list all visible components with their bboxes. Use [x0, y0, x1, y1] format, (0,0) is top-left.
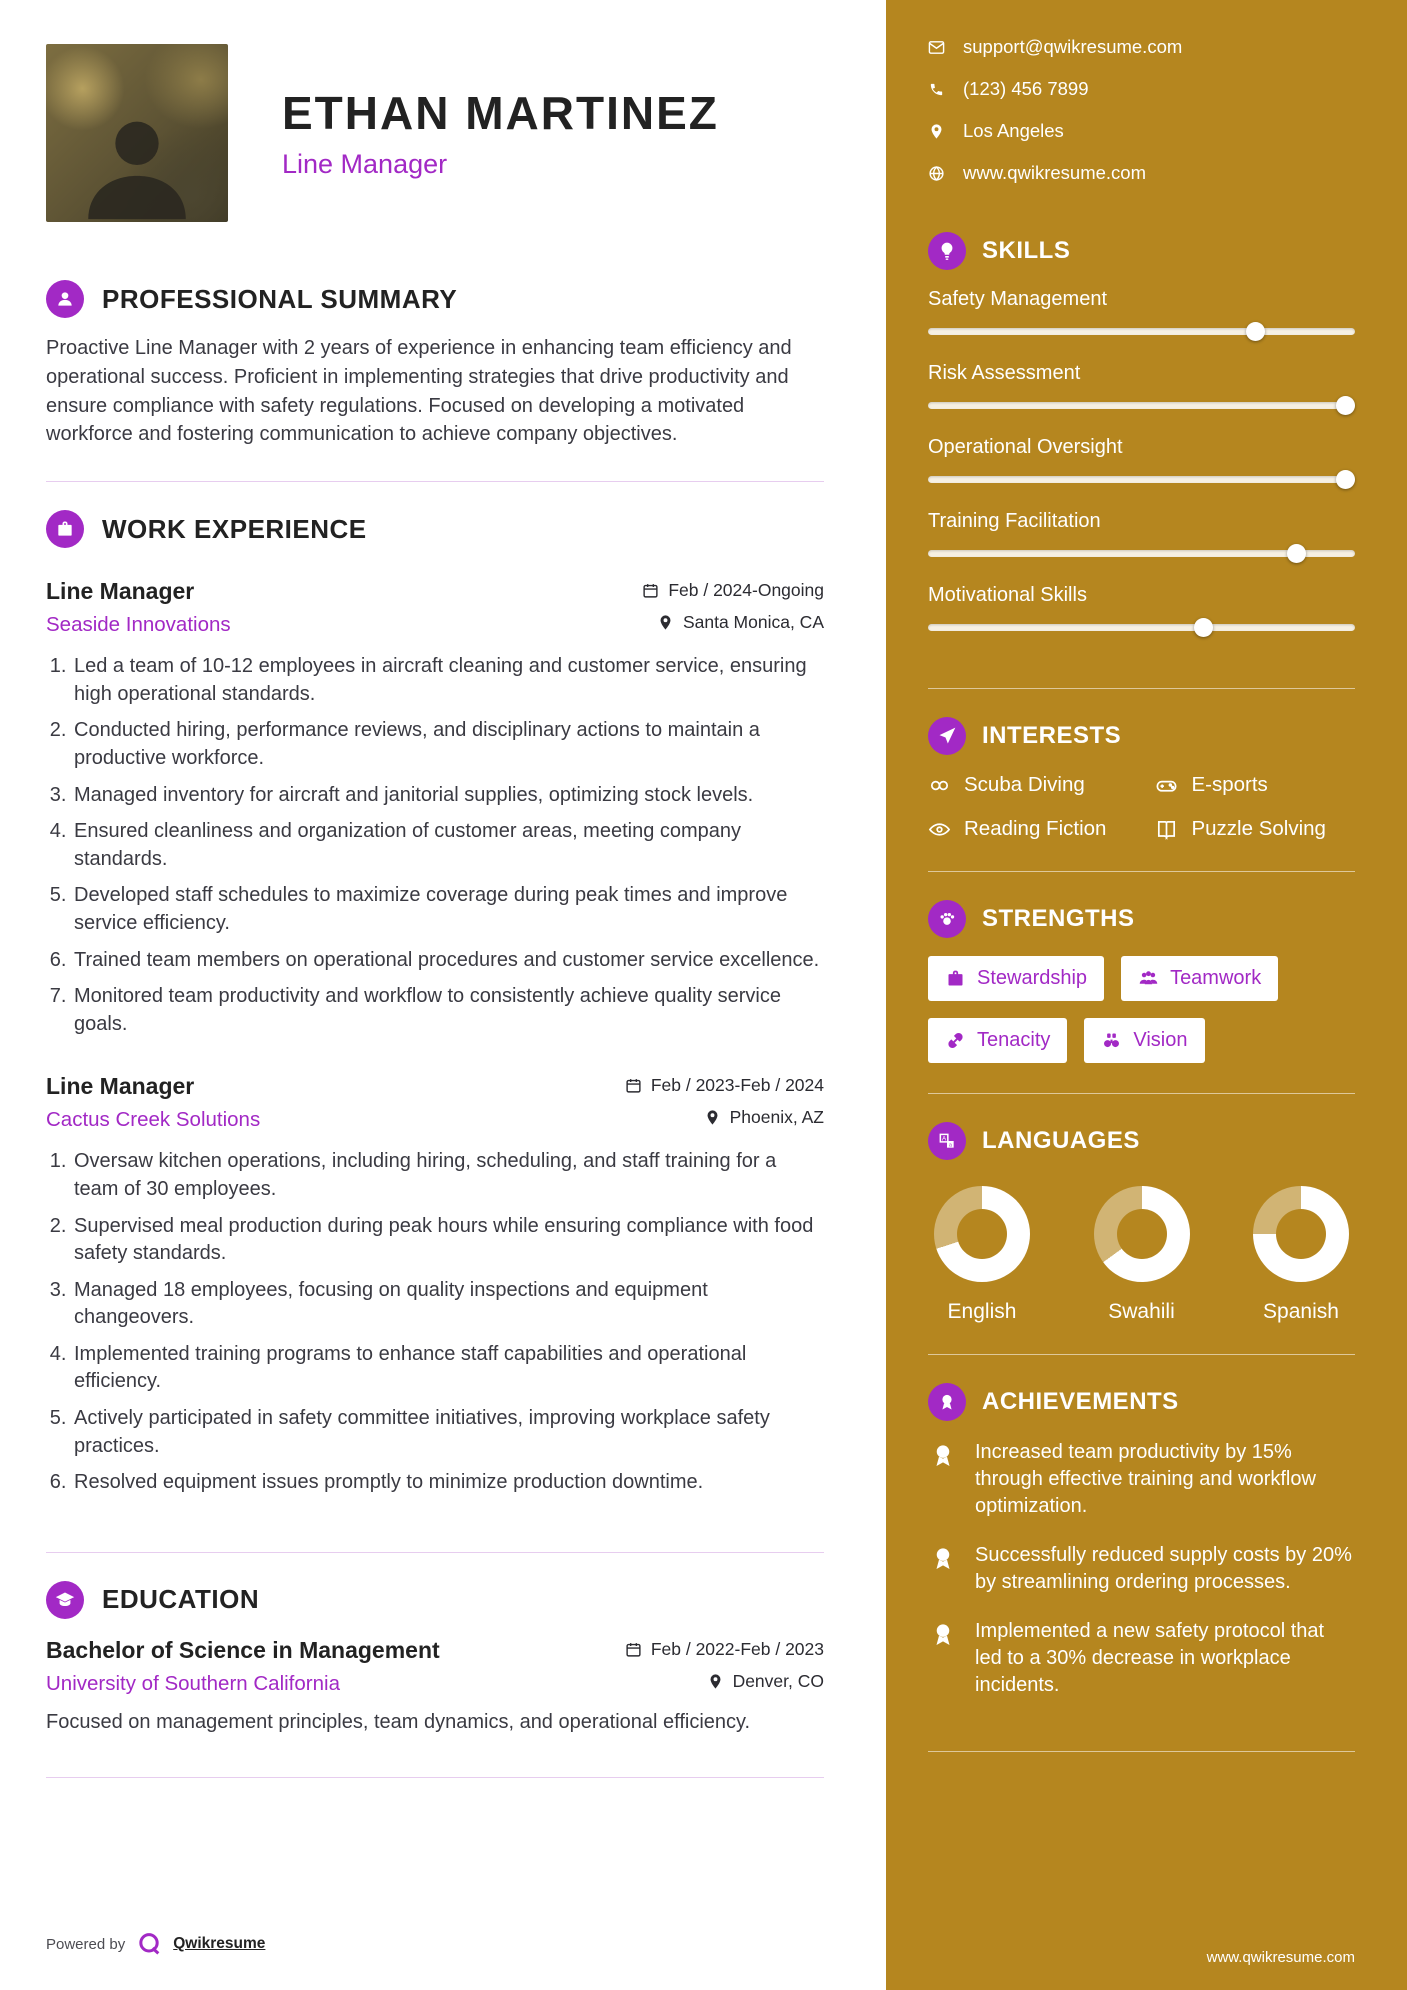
education-dates: Feb / 2022-Feb / 2023 — [625, 1639, 824, 1660]
globe-icon — [928, 165, 945, 182]
language-donut — [934, 1186, 1030, 1282]
job-bullet: 6. Trained team members on operational procedures and customer service excellence. — [72, 947, 824, 975]
job-bullet: 1. Oversaw kitchen operations, including hiring, scheduling, and staff training for a team of 30 employees. — [72, 1148, 824, 1203]
language-item: Swahili — [1094, 1186, 1190, 1324]
sidebar — [886, 0, 1407, 1990]
languages-heading: LANGUAGES — [982, 1127, 1140, 1154]
experience-section-header — [46, 510, 824, 548]
divider — [46, 481, 824, 482]
stewardship-briefcase-icon — [945, 968, 966, 989]
skill-slider[interactable] — [928, 396, 1355, 415]
contact-phone[interactable]: (123) 456 7899 — [928, 78, 1355, 100]
divider — [46, 1777, 824, 1778]
experience-heading: WORK EXPERIENCE — [102, 513, 367, 544]
qwikresume-logo[interactable] — [135, 1930, 163, 1958]
school-name: University of Southern California — [46, 1671, 340, 1695]
email-icon — [928, 39, 945, 56]
contact-website[interactable]: www.qwikresume.com — [928, 162, 1355, 184]
interest-item: E-sports — [1155, 773, 1355, 797]
languages-list — [928, 1178, 1355, 1324]
svg-text:a: a — [948, 1142, 952, 1149]
achievement-item: Implemented a new safety protocol that led to a 30% decrease in workplace incidents. — [928, 1618, 1355, 1699]
skill-slider[interactable] — [928, 322, 1355, 341]
interests-heading: INTERESTS — [982, 722, 1122, 749]
summary-section-header — [46, 280, 824, 318]
location-pin-icon — [928, 123, 945, 140]
skill-item: Motivational Skills — [928, 584, 1355, 637]
graduation-cap-icon — [46, 1581, 84, 1619]
divider — [46, 1552, 824, 1553]
job-bullet: 4. Implemented training programs to enhance staff capabilities and operational efficiency. — [72, 1341, 824, 1396]
user-icon — [46, 280, 84, 318]
gamepad-icon — [1155, 774, 1178, 797]
slider-knob[interactable] — [1287, 544, 1306, 563]
strengths-list — [928, 956, 1348, 1063]
strength-chip: Tenacity — [928, 1018, 1067, 1063]
skill-item: Training Facilitation — [928, 510, 1355, 563]
profile-photo — [46, 44, 228, 222]
slider-knob[interactable] — [1336, 470, 1355, 489]
skill-item: Risk Assessment — [928, 362, 1355, 415]
skill-item: Operational Oversight — [928, 436, 1355, 489]
divider — [928, 1354, 1355, 1355]
language-donut — [1253, 1186, 1349, 1282]
skill-slider[interactable] — [928, 618, 1355, 637]
interests-list — [928, 773, 1355, 841]
interest-item: Scuba Diving — [928, 773, 1147, 797]
achievement-item: Successfully reduced supply costs by 20% by streamlining ordering processes. — [928, 1542, 1355, 1596]
achievements-heading: ACHIEVEMENTS — [982, 1388, 1179, 1415]
header-block — [46, 44, 824, 222]
job-bullet: 4. Ensured cleanliness and organization of customer areas, meeting company standards. — [72, 818, 824, 873]
powered-by-footer — [46, 1930, 824, 1964]
summary-heading: PROFESSIONAL SUMMARY — [102, 283, 458, 314]
lightbulb-icon — [928, 232, 966, 270]
person-silhouette — [72, 100, 202, 222]
candidate-name: ETHAN MARTINEZ — [282, 87, 719, 139]
tenacity-link-icon — [945, 1030, 966, 1051]
location-pin-icon — [657, 614, 674, 631]
job-bullet: 3. Managed 18 employees, focusing on quality inspections and equipment changeovers. — [72, 1277, 824, 1332]
company-name: Cactus Creek Solutions — [46, 1108, 261, 1132]
job-location: Santa Monica, CA — [657, 612, 824, 633]
location-pin-icon — [707, 1673, 724, 1690]
job-bullet: 6. Resolved equipment issues promptly to minimize production downtime. — [72, 1469, 824, 1497]
summary-text: Proactive Line Manager with 2 years of experience in enhancing team efficiency and operational success. Proficient in implementing strategies that drive productivity and ensure compliance with safety regulations. Focused on developing a motivated workforce and fostering communication to achieve company objectives. — [46, 337, 792, 446]
skills-heading: SKILLS — [982, 237, 1071, 264]
job-bullet: 1. Led a team of 10-12 employees in aircraft cleaning and customer service, ensuring high operational standards. — [72, 653, 824, 708]
job-bullet: 5. Actively participated in safety committee initiatives, improving workplace safety practices. — [72, 1405, 824, 1460]
achievements-section-header — [928, 1383, 1355, 1421]
slider-knob[interactable] — [1194, 618, 1213, 637]
job-bullet-list — [46, 1148, 824, 1497]
divider — [928, 688, 1355, 689]
award-icon — [928, 1620, 958, 1650]
job-entry — [46, 578, 824, 1047]
degree-title: Bachelor of Science in Management — [46, 1636, 440, 1663]
strength-chip: Teamwork — [1121, 956, 1278, 1001]
puzzle-book-icon — [1155, 818, 1178, 841]
reading-fiction-icon — [928, 818, 951, 841]
job-location: Phoenix, AZ — [704, 1107, 824, 1128]
svg-text:A: A — [942, 1135, 947, 1143]
divider — [928, 871, 1355, 872]
teamwork-users-icon — [1138, 968, 1159, 989]
qwikresume-link[interactable]: Qwikresume — [173, 1935, 266, 1952]
job-bullet: 5. Developed staff schedules to maximize coverage during peak times and improve service efficiency. — [72, 882, 824, 937]
paw-icon — [928, 900, 966, 938]
education-entry — [46, 1637, 824, 1737]
job-dates: Feb / 2024-Ongoing — [642, 580, 824, 601]
interest-item: Puzzle Solving — [1155, 817, 1355, 841]
job-bullet: 2. Supervised meal production during peak hours while ensuring compliance with food safety standards. — [72, 1213, 824, 1268]
strengths-heading: STRENGTHS — [982, 905, 1135, 932]
language-item: English — [934, 1186, 1030, 1324]
name-block — [282, 86, 719, 180]
skill-item: Safety Management — [928, 288, 1355, 341]
achievement-item: Increased team productivity by 15% through effective training and workflow optimization. — [928, 1439, 1355, 1520]
paper-plane-icon — [928, 717, 966, 755]
slider-knob[interactable] — [1246, 322, 1265, 341]
skill-slider[interactable] — [928, 470, 1355, 489]
vision-binoculars-icon — [1101, 1030, 1122, 1051]
language-donut — [1094, 1186, 1190, 1282]
education-note: Focused on management principles, team dynamics, and operational efficiency. — [46, 1710, 751, 1733]
scuba-mask-icon — [928, 774, 951, 797]
job-bullet: 2. Conducted hiring, performance reviews, and disciplinary actions to maintain a productive workforce. — [72, 717, 824, 772]
slider-knob[interactable] — [1336, 396, 1355, 415]
languages-section-header — [928, 1122, 1355, 1160]
language-item: Spanish — [1253, 1186, 1349, 1324]
award-icon — [928, 1441, 958, 1471]
powered-by-label: Powered by — [46, 1935, 126, 1953]
skills-section-header — [928, 232, 1355, 270]
job-title: Line Manager — [46, 578, 195, 605]
education-section-header — [46, 1581, 824, 1619]
education-location: Denver, CO — [707, 1671, 824, 1692]
divider — [928, 1751, 1355, 1752]
skill-slider[interactable] — [928, 544, 1355, 563]
location-pin-icon — [704, 1109, 721, 1126]
contact-email[interactable]: support@qwikresume.com — [928, 36, 1355, 58]
medal-icon — [928, 1383, 966, 1421]
translate-icon — [928, 1122, 966, 1160]
job-entry — [46, 1073, 824, 1506]
education-heading: EDUCATION — [102, 1584, 260, 1615]
award-icon — [928, 1544, 958, 1574]
calendar-icon — [642, 582, 659, 599]
interest-item: Reading Fiction — [928, 817, 1147, 841]
interests-section-header — [928, 717, 1355, 755]
calendar-icon — [625, 1641, 642, 1658]
phone-icon — [928, 81, 945, 98]
calendar-icon — [625, 1077, 642, 1094]
job-bullet: 3. Managed inventory for aircraft and janitorial supplies, optimizing stock levels. — [72, 782, 824, 810]
contact-location: Los Angeles — [928, 120, 1355, 142]
company-name: Seaside Innovations — [46, 613, 231, 637]
strengths-section-header — [928, 900, 1355, 938]
strength-chip: Vision — [1084, 1018, 1204, 1063]
job-bullet: 7. Monitored team productivity and workflow to consistently achieve quality service goals. — [72, 983, 824, 1038]
sidebar-footer-url[interactable]: www.qwikresume.com — [1206, 1949, 1355, 1966]
briefcase-icon — [46, 510, 84, 548]
strength-chip: Stewardship — [928, 956, 1104, 1001]
candidate-title: Line Manager — [282, 149, 448, 179]
divider — [928, 1093, 1355, 1094]
job-title: Line Manager — [46, 1073, 195, 1100]
job-bullet-list — [46, 653, 824, 1038]
job-dates: Feb / 2023-Feb / 2024 — [625, 1075, 824, 1096]
